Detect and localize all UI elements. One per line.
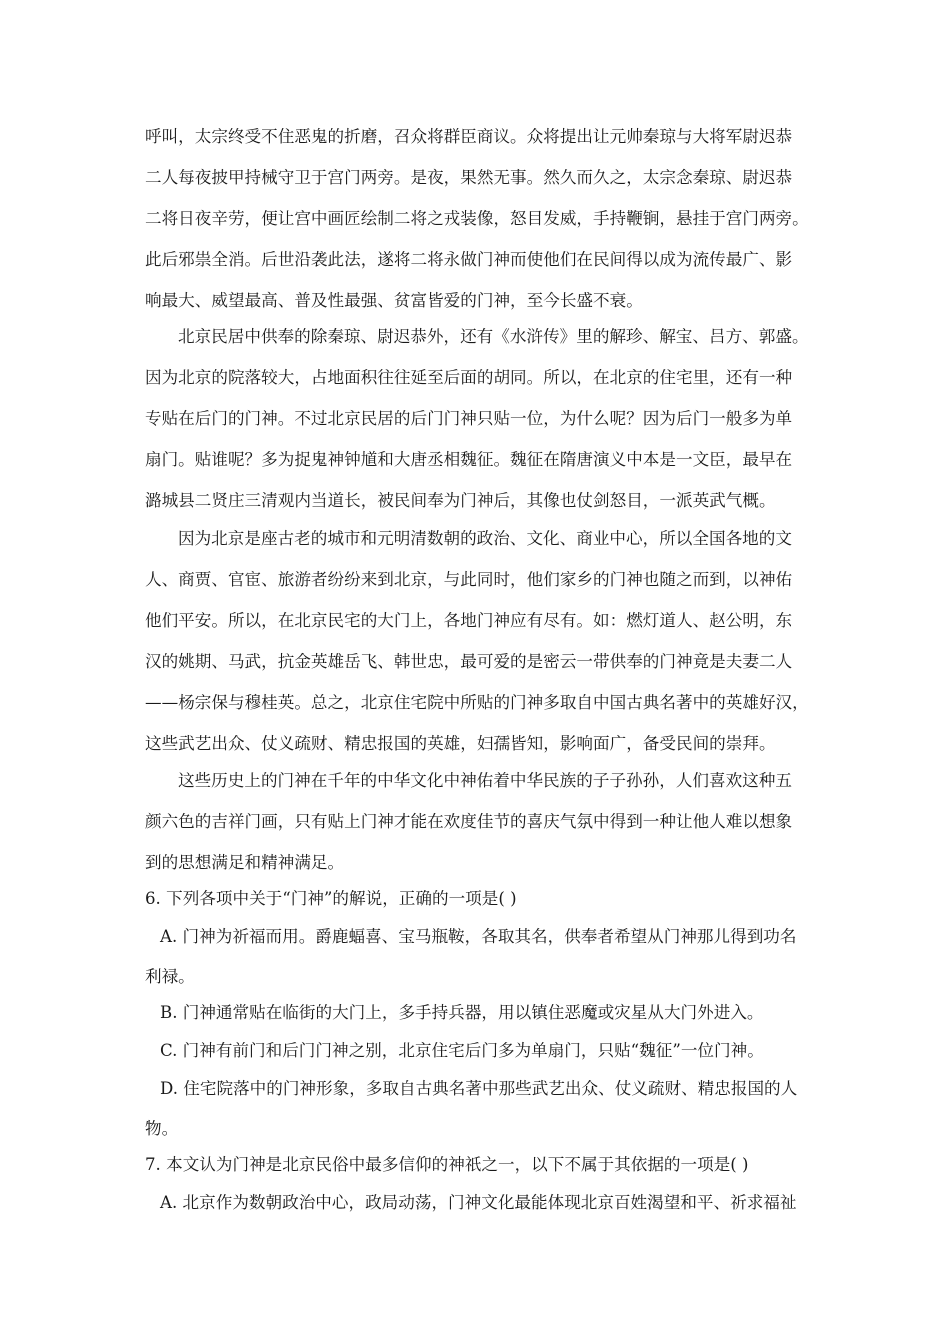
text-line: 利禄。 [145, 967, 195, 986]
text-line: 因为北京的院落较大，占地面积往往延至后面的胡同。所以，在北京的住宅里，还有一种 [145, 368, 793, 387]
text-line: 二将日夜辛劳，便让宫中画匠绘制二将之戎装像，怒目发威，手持鞭锏，悬挂于宫门两旁。 [145, 209, 809, 228]
text-line: 呼叫，太宗终受不住恶鬼的折磨，召众将群臣商议。众将提出让元帅秦琼与大将军尉迟恭 [145, 127, 793, 146]
option-a: A. 门神为祈福而用。爵鹿蝠喜、宝马瓶鞍，各取其名，供奉者希望从门神那儿得到功名 [160, 927, 797, 946]
text-line: 汉的姚期、马武，抗金英雄岳飞、韩世忠，最可爱的是密云一带供奉的门神竟是夫妻二人 [145, 652, 793, 671]
question-6: 6. 下列各项中关于“门神”的解说，正确的一项是( ) [145, 889, 517, 908]
text-line: 这些武艺出众、仗义疏财、精忠报国的英雄，妇孺皆知，影响面广，备受民间的崇拜。 [145, 734, 776, 753]
text-line: 颜六色的吉祥门画，只有贴上门神才能在欢度佳节的喜庆气氛中得到一种让他人难以想象 [145, 812, 793, 831]
option-c: C. 门神有前门和后门门神之别，北京住宅后门多为单扇门，只贴“魏征”一位门神。 [160, 1041, 764, 1060]
text-line: 到的思想满足和精神满足。 [145, 853, 345, 872]
option-b: B. 门神通常贴在临街的大门上，多手持兵器，用以镇住恶魔或灾星从大门外进入。 [160, 1003, 764, 1022]
paragraph-start: 因为北京是座古老的城市和元明清数朝的政治、文化、商业中心，所以全国各地的文 [178, 529, 792, 548]
text-line: 他们平安。所以，在北京民宅的大门上，各地门神应有尽有。如：燃灯道人、赵公明，东 [145, 611, 793, 630]
text-line: 二人每夜披甲持械守卫于宫门两旁。是夜，果然无事。然久而久之，太宗念秦琼、尉迟恭 [145, 168, 793, 187]
text-line: 物。 [145, 1119, 179, 1138]
text-line: 响最大、威望最高、普及性最强、贫富皆爱的门神，至今长盛不衰。 [145, 291, 643, 310]
option-a: A. 北京作为数朝政治中心，政局动荡，门神文化最能体现北京百姓渴望和平、祈求福祉 [160, 1193, 797, 1212]
question-7: 7. 本文认为门神是北京民俗中最多信仰的神祇之一，以下不属于其依据的一项是( ) [145, 1155, 749, 1174]
paragraph-start: 这些历史上的门神在千年的中华文化中神佑着中华民族的子子孙孙，人们喜欢这种五 [178, 771, 792, 790]
text-line: ——杨宗保与穆桂英。总之，北京住宅院中所贴的门神多取自中国古典名著中的英雄好汉， [145, 693, 809, 712]
text-line: 潞城县二贤庄三清观内当道长，被民间奉为门神后，其像也仗剑怒目，一派英武气概。 [145, 491, 776, 510]
text-line: 专贴在后门的门神。不过北京民居的后门门神只贴一位，为什么呢？因为后门一般多为单 [145, 409, 793, 428]
paragraph-start: 北京民居中供奉的除秦琼、尉迟恭外，还有《水浒传》里的解珍、解宝、吕方、郭盛。 [178, 327, 809, 346]
text-line: 此后邪祟全消。后世沿袭此法，遂将二将永做门神而使他们在民间得以成为流传最广、影 [145, 250, 793, 269]
option-d: D. 住宅院落中的门神形象，多取自古典名著中那些武艺出众、仗义疏财、精忠报国的人 [160, 1079, 798, 1098]
text-line: 扇门。贴谁呢？多为捉鬼神钟馗和大唐丞相魏征。魏征在隋唐演义中本是一文臣，最早在 [145, 450, 793, 469]
text-line: 人、商贾、官宦、旅游者纷纷来到北京，与此同时，他们家乡的门神也随之而到，以神佑 [145, 570, 793, 589]
